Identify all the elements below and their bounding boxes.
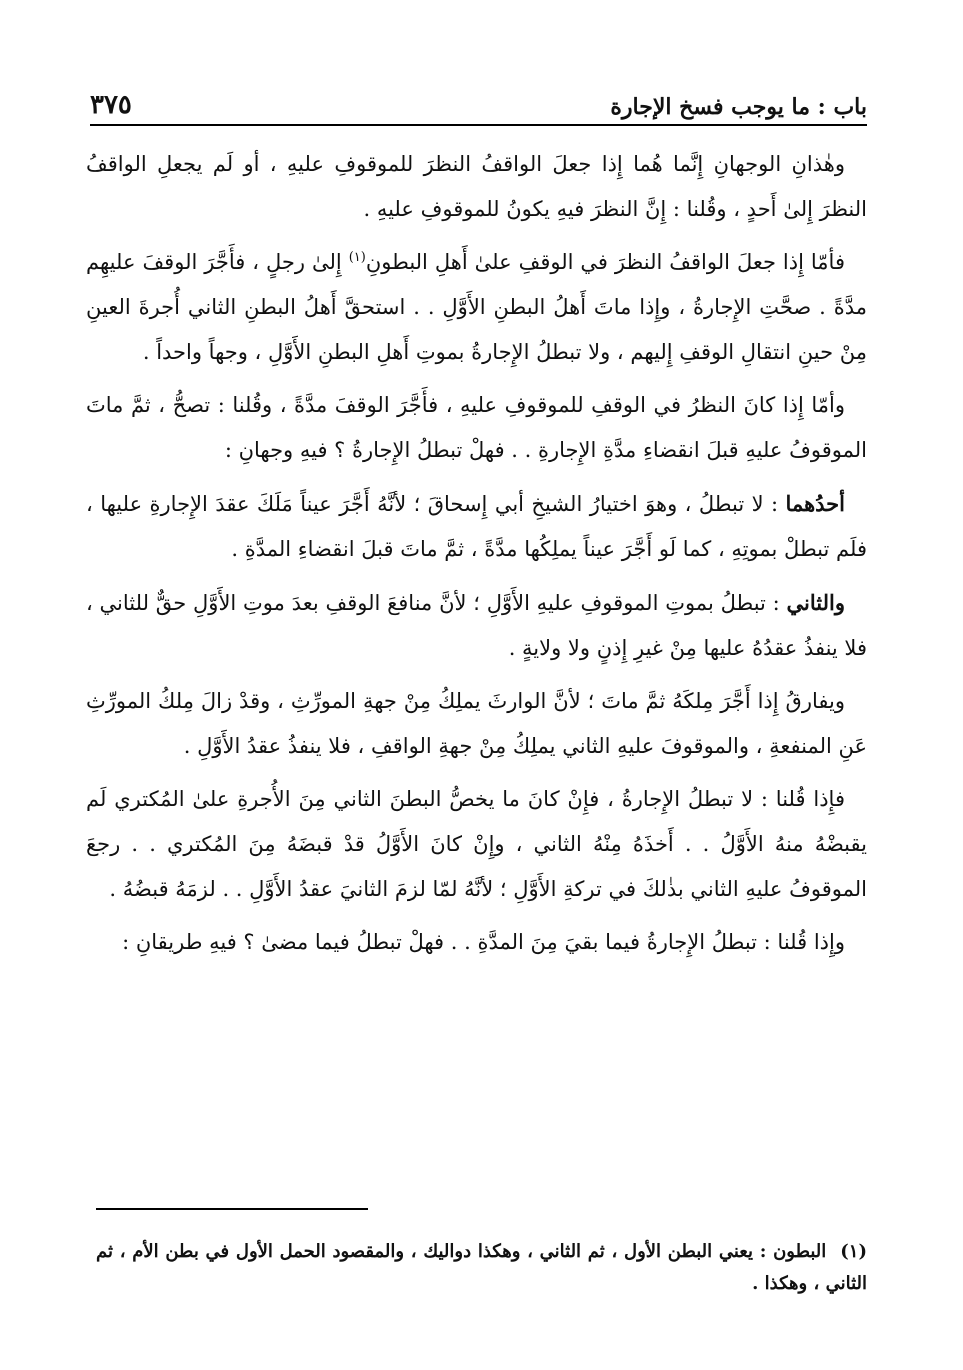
paragraph-text: : تبطلُ بموتِ الموقوفِ عليهِ الأَوَّلِ ؛ لأنَّ منافعَ الوقفِ بعدَ موتِ الأَوَّلِ حقٌّ للثاني ، فلا ينفذُ عقدُهُ عليها مِنْ غيرِ إِذنٍ ولا ولايةٍ .: [86, 591, 867, 660]
footnote-reference[interactable]: (١): [348, 250, 366, 265]
header-rule: [90, 124, 867, 126]
paragraph-text: وإِذا قُلنا : تبطلُ الإِجارةُ فيما بقيَ مِنَ المدَّةِ . . فهلْ تبطلُ فيما مضىٰ ؟ فيهِ طريقانِ :: [122, 930, 845, 954]
chapter-title: باب : ما يوجب فسخ الإجارة: [610, 94, 867, 120]
paragraph-text: فأمّا إِذا جعلَ الواقفُ النظرَ في الوقفِ علىٰ أَهلِ البطونِ: [365, 250, 845, 274]
body-text: [86, 142, 867, 973]
paragraph-4: [86, 481, 867, 572]
running-head: [90, 84, 867, 120]
paragraph-7: [86, 777, 867, 912]
paragraph-8: [86, 920, 867, 965]
footnote-text: : يعني البطن الأول ، ثم الثاني ، وهكذا دواليك ، والمقصود الحمل الأول في بطن الأم ، ثم الثاني ، وهكذا .: [96, 1241, 867, 1294]
paragraph-text: : لا تبطلُ ، وهوَ اختيارُ الشيخِ أبي إِسحاقَ ؛ لأنَّهُ أَجَّرَ عيناً مَلَكَ عقدَ الإِجارةِ عليها ، فلَم تبطلْ بموتِهِ ، كما لَو أَجَّرَ عيناً يملِكُها مدَّةً ، ثمَّ ماتَ قبلَ انقضاءِ المدَّةِ .: [86, 492, 867, 561]
paragraph-lead: والثاني: [786, 590, 845, 615]
footnote: [96, 1236, 867, 1300]
paragraph-3: [86, 383, 867, 473]
paragraph-text: إِلىٰ رجلٍ ، فأَجَّرَ الوقفَ عليهِم مدَّةً . صحَّتِ الإِجارةُ ، وإِذا ماتَ أَهلُ البطنِ الأَوَّلِ . . استحقَّ أَهلُ البطنِ الثاني أُجرةَ العينِ مِنْ حينِ انتقالِ الوقفِ إِليهم ، ولا تبطلُ الإِجارةُ بموتِ أَهلِ البطنِ الأَوَّلِ ، وجهاً واحداً .: [86, 250, 867, 364]
paragraph-text: وأمّا إِذا كانَ النظرُ في الوقفِ للموقوفِ عليهِ ، فأَجَّرَ الوقفَ مدَّةً ، وقُلنا : تصحُّ ، ثمَّ ماتَ الموقوفُ عليهِ قبلَ انقضاءِ مدَّةِ الإِجارةِ . . فهلْ تبطلُ الإِجارةُ ؟ فيهِ وجهانِ :: [86, 393, 867, 462]
footnote-rule: [96, 1208, 368, 1210]
paragraph-text: ويفارقُ إِذا أَجَّرَ مِلكَهُ ثمَّ ماتَ ؛ لأنَّ الوارثَ يملِكُ مِنْ جهةِ المورِّثِ ، وقدْ زالَ مِلكُ المورِّثِ عَنِ المنفعةِ ، والموقوفَ عليهِ الثاني يملِكُ مِنْ جهةِ الواقفِ ، فلا ينفذُ عقدُ الأَوَّلِ .: [86, 689, 867, 758]
paragraph-text: فإِذا قُلنا : لا تبطلُ الإِجارةُ ، فإِنْ كانَ ما يخصُّ البطنَ الثاني مِنَ الأُجرةِ علىٰ المُكتري لَم يقبضْهُ منهُ الأَوَّلُ . . أَخذَهُ مِنْهُ الثاني ، وإِنْ كانَ الأَوَّلُ قدْ قبضَهُ مِنَ المُكتري . . رجعَ الموقوفُ عليهِ الثاني بذٰلكَ في تركةِ الأَوَّلِ ؛ لأنَّهُ لمّا لزمَ الثانيَ عقدُ الأَوَّلِ . . لزمَهُ قبضُهُ .: [86, 787, 867, 901]
paragraph-1: [86, 142, 867, 232]
footnote-marker: (١): [840, 1241, 867, 1262]
page-number: ٣٧٥: [90, 90, 132, 120]
paragraph-lead: أحدُهما: [785, 491, 845, 516]
paragraph-6: [86, 679, 867, 769]
paragraph-text: وهٰذانِ الوجهانِ إِنَّما هُما إِذا جعلَ الواقفُ النظرَ للموقوفِ عليهِ ، أو لَم يجعلِ الواقفُ النظرَ إِلىٰ أَحدٍ ، وقُلنا : إِنَّ النظرَ فيهِ يكونُ للموقوفِ عليهِ .: [86, 152, 867, 221]
paragraph-2: [86, 240, 867, 375]
paragraph-5: [86, 580, 867, 671]
footnote-term: البطون: [773, 1241, 827, 1262]
